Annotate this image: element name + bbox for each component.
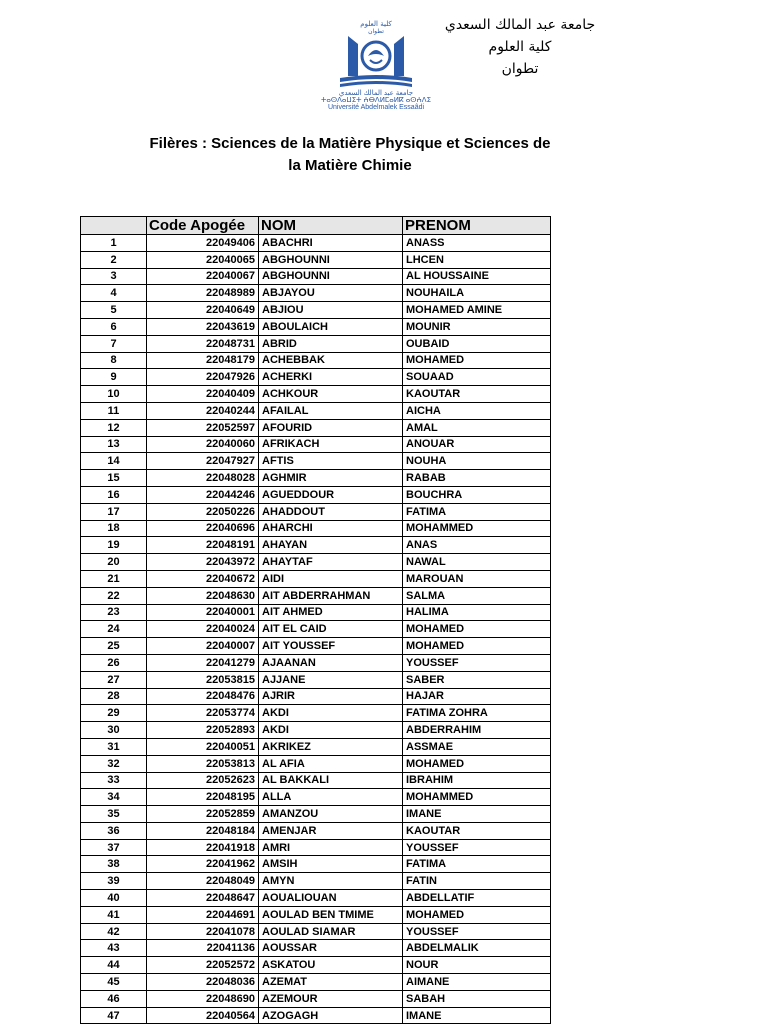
table-row xyxy=(81,806,551,823)
cell-number: 29 xyxy=(81,705,147,722)
cell-code-apogee: 22047926 xyxy=(147,369,259,386)
cell-code-apogee: 22048476 xyxy=(147,688,259,705)
cell-number: 21 xyxy=(81,570,147,587)
table-row xyxy=(81,722,551,739)
cell-nom: AHADDOUT xyxy=(259,503,403,520)
cell-nom: AKRIKEZ xyxy=(259,738,403,755)
cell-code-apogee: 22052572 xyxy=(147,957,259,974)
table-row xyxy=(81,940,551,957)
cell-prenom: AL HOUSSAINE xyxy=(403,268,551,285)
cell-nom: AKDI xyxy=(259,722,403,739)
cell-nom: AIT YOUSSEF xyxy=(259,638,403,655)
cell-code-apogee: 22040696 xyxy=(147,520,259,537)
cell-nom: AMRI xyxy=(259,839,403,856)
cell-prenom: FATIN xyxy=(403,873,551,890)
cell-nom: AFOURID xyxy=(259,419,403,436)
cell-prenom: YOUSSEF xyxy=(403,839,551,856)
cell-number: 43 xyxy=(81,940,147,957)
cell-code-apogee: 22050226 xyxy=(147,503,259,520)
cell-code-apogee: 22053774 xyxy=(147,705,259,722)
cell-code-apogee: 22041078 xyxy=(147,923,259,940)
cell-prenom: SOUAAD xyxy=(403,369,551,386)
cell-nom: AOUALIOUAN xyxy=(259,890,403,907)
cell-number: 24 xyxy=(81,621,147,638)
cell-nom: AL AFIA xyxy=(259,755,403,772)
table-row xyxy=(81,587,551,604)
table-row xyxy=(81,974,551,991)
table-row xyxy=(81,621,551,638)
cell-number: 20 xyxy=(81,554,147,571)
table-row xyxy=(81,335,551,352)
cell-number: 33 xyxy=(81,772,147,789)
cell-number: 36 xyxy=(81,822,147,839)
cell-number: 12 xyxy=(81,419,147,436)
table-row xyxy=(81,537,551,554)
title-line-1: Filères : Sciences de la Matière Physique et Sciences de xyxy=(149,135,551,152)
cell-code-apogee: 22052859 xyxy=(147,806,259,823)
table-row xyxy=(81,957,551,974)
cell-number: 16 xyxy=(81,486,147,503)
cell-nom: AJJANE xyxy=(259,671,403,688)
cell-prenom: LHCEN xyxy=(403,251,551,268)
cell-nom: AJRIR xyxy=(259,688,403,705)
cell-number: 35 xyxy=(81,806,147,823)
cell-prenom: ANASS xyxy=(403,235,551,252)
cell-code-apogee: 22048191 xyxy=(147,537,259,554)
cell-number: 41 xyxy=(81,906,147,923)
table-row xyxy=(81,822,551,839)
cell-nom: ABACHRI xyxy=(259,235,403,252)
cell-number: 25 xyxy=(81,638,147,655)
cell-prenom: IBRAHIM xyxy=(403,772,551,789)
cell-number: 31 xyxy=(81,738,147,755)
header-prenom: PRENOM xyxy=(403,217,551,235)
cell-prenom: NOUHAILA xyxy=(403,285,551,302)
table-row xyxy=(81,369,551,386)
table-row xyxy=(81,453,551,470)
cell-number: 39 xyxy=(81,873,147,890)
cell-code-apogee: 22048647 xyxy=(147,890,259,907)
cell-number: 4 xyxy=(81,285,147,302)
cell-prenom: IMANE xyxy=(403,806,551,823)
cell-nom: AMYN xyxy=(259,873,403,890)
table-row xyxy=(81,520,551,537)
cell-prenom: MOHAMED xyxy=(403,638,551,655)
table-row xyxy=(81,285,551,302)
cell-prenom: AICHA xyxy=(403,402,551,419)
cell-number: 19 xyxy=(81,537,147,554)
cell-nom: AIT AHMED xyxy=(259,604,403,621)
cell-prenom: AIMANE xyxy=(403,974,551,991)
cell-prenom: FATIMA xyxy=(403,503,551,520)
table-row xyxy=(81,352,551,369)
cell-prenom: MOHAMED xyxy=(403,755,551,772)
cell-nom: ACHKOUR xyxy=(259,386,403,403)
cell-nom: AFRIKACH xyxy=(259,436,403,453)
cell-prenom: MAROUAN xyxy=(403,570,551,587)
university-logo-icon xyxy=(318,10,434,102)
cell-nom: ACHERKI xyxy=(259,369,403,386)
cell-number: 22 xyxy=(81,587,147,604)
cell-code-apogee: 22053813 xyxy=(147,755,259,772)
cell-code-apogee: 22040051 xyxy=(147,738,259,755)
logo-arabic-name: جامعة عبد المالك السعدي xyxy=(338,90,414,97)
cell-code-apogee: 22048036 xyxy=(147,974,259,991)
logo-caption xyxy=(318,90,434,111)
cell-code-apogee: 22040672 xyxy=(147,570,259,587)
table-row xyxy=(81,419,551,436)
cell-code-apogee: 22048989 xyxy=(147,285,259,302)
cell-code-apogee: 22040649 xyxy=(147,302,259,319)
cell-number: 14 xyxy=(81,453,147,470)
cell-number: 38 xyxy=(81,856,147,873)
cell-number: 37 xyxy=(81,839,147,856)
cell-number: 10 xyxy=(81,386,147,403)
cell-prenom: SABER xyxy=(403,671,551,688)
cell-nom: AIT ABDERRAHMAN xyxy=(259,587,403,604)
header-nom: NOM xyxy=(259,217,403,235)
cell-nom: AIT EL CAID xyxy=(259,621,403,638)
header-code-apogee: Code Apogée xyxy=(147,217,259,235)
cell-code-apogee: 22043972 xyxy=(147,554,259,571)
cell-code-apogee: 22044246 xyxy=(147,486,259,503)
table-row xyxy=(81,251,551,268)
table-row xyxy=(81,990,551,1007)
cell-prenom: MOUNIR xyxy=(403,318,551,335)
cell-code-apogee: 22047927 xyxy=(147,453,259,470)
cell-nom: AZEMAT xyxy=(259,974,403,991)
table-row xyxy=(81,604,551,621)
table-row xyxy=(81,772,551,789)
cell-code-apogee: 22041279 xyxy=(147,654,259,671)
cell-prenom: YOUSSEF xyxy=(403,654,551,671)
table-row xyxy=(81,890,551,907)
cell-number: 11 xyxy=(81,402,147,419)
cell-nom: ABOULAICH xyxy=(259,318,403,335)
table-row xyxy=(81,755,551,772)
header-number xyxy=(81,217,147,235)
cell-number: 34 xyxy=(81,789,147,806)
cell-number: 26 xyxy=(81,654,147,671)
cell-number: 46 xyxy=(81,990,147,1007)
cell-nom: AGUEDDOUR xyxy=(259,486,403,503)
cell-code-apogee: 22041962 xyxy=(147,856,259,873)
table-row xyxy=(81,705,551,722)
cell-code-apogee: 22048028 xyxy=(147,470,259,487)
table-row xyxy=(81,654,551,671)
cell-code-apogee: 22049406 xyxy=(147,235,259,252)
cell-nom: AKDI xyxy=(259,705,403,722)
cell-prenom: FATIMA xyxy=(403,856,551,873)
logo-tifinagh-name: ⵜⴰⵙⴷⴰⵡⵉⵜ ⵄⴱⴷⵍⵎⴰⵍⴽ ⴰⵙⵄⴷⵉ xyxy=(321,97,431,104)
cell-prenom: SABAH xyxy=(403,990,551,1007)
cell-number: 6 xyxy=(81,318,147,335)
cell-nom: AFAILAL xyxy=(259,402,403,419)
cell-code-apogee: 22040060 xyxy=(147,436,259,453)
cell-code-apogee: 22048049 xyxy=(147,873,259,890)
cell-code-apogee: 22040001 xyxy=(147,604,259,621)
cell-nom: AIDI xyxy=(259,570,403,587)
cell-code-apogee: 22043619 xyxy=(147,318,259,335)
logo-french-name: Université Abdelmalek Essaâdi xyxy=(327,104,425,111)
cell-prenom: ANOUAR xyxy=(403,436,551,453)
cell-prenom: KAOUTAR xyxy=(403,386,551,403)
arabic-faculty: كلية العلوم xyxy=(488,39,552,55)
cell-nom: ABGHOUNNI xyxy=(259,251,403,268)
cell-prenom: MOHAMMED xyxy=(403,520,551,537)
cell-prenom: MOHAMMED xyxy=(403,789,551,806)
cell-code-apogee: 22040244 xyxy=(147,402,259,419)
cell-code-apogee: 22053815 xyxy=(147,671,259,688)
cell-number: 13 xyxy=(81,436,147,453)
cell-nom: ABJIOU xyxy=(259,302,403,319)
cell-number: 9 xyxy=(81,369,147,386)
arabic-university: جامعة عبد المالك السعدي xyxy=(444,17,596,33)
cell-code-apogee: 22052597 xyxy=(147,419,259,436)
table-row xyxy=(81,671,551,688)
cell-code-apogee: 22048690 xyxy=(147,990,259,1007)
logo-city-text: تطوان xyxy=(368,28,384,35)
cell-number: 1 xyxy=(81,235,147,252)
cell-nom: AOUSSAR xyxy=(259,940,403,957)
table-row xyxy=(81,503,551,520)
cell-number: 3 xyxy=(81,268,147,285)
cell-number: 23 xyxy=(81,604,147,621)
cell-code-apogee: 22040007 xyxy=(147,638,259,655)
cell-number: 28 xyxy=(81,688,147,705)
cell-prenom: ABDELMALIK xyxy=(403,940,551,957)
cell-prenom: ABDERRAHIM xyxy=(403,722,551,739)
cell-number: 32 xyxy=(81,755,147,772)
cell-prenom: MOHAMED AMINE xyxy=(403,302,551,319)
cell-nom: ASKATOU xyxy=(259,957,403,974)
cell-prenom: YOUSSEF xyxy=(403,923,551,940)
cell-nom: AHAYTAF xyxy=(259,554,403,571)
cell-prenom: NOUR xyxy=(403,957,551,974)
table-row xyxy=(81,638,551,655)
cell-prenom: KAOUTAR xyxy=(403,822,551,839)
cell-code-apogee: 22048195 xyxy=(147,789,259,806)
cell-number: 7 xyxy=(81,335,147,352)
cell-prenom: ANAS xyxy=(403,537,551,554)
cell-nom: AGHMIR xyxy=(259,470,403,487)
cell-prenom: MOHAMED xyxy=(403,906,551,923)
cell-number: 2 xyxy=(81,251,147,268)
cell-prenom: HAJAR xyxy=(403,688,551,705)
cell-nom: AHAYAN xyxy=(259,537,403,554)
table-row xyxy=(81,436,551,453)
table-row xyxy=(81,318,551,335)
arabic-city: تطوان xyxy=(501,61,539,77)
cell-nom: AMSIH xyxy=(259,856,403,873)
table-row xyxy=(81,554,551,571)
cell-prenom: AMAL xyxy=(403,419,551,436)
cell-code-apogee: 22048184 xyxy=(147,822,259,839)
table-row xyxy=(81,856,551,873)
cell-code-apogee: 22048630 xyxy=(147,587,259,604)
cell-nom: ABJAYOU xyxy=(259,285,403,302)
table-row xyxy=(81,235,551,252)
title-line-2: la Matière Chimie xyxy=(288,157,412,174)
cell-code-apogee: 22040409 xyxy=(147,386,259,403)
cell-number: 18 xyxy=(81,520,147,537)
student-table xyxy=(80,216,551,1024)
cell-code-apogee: 22052893 xyxy=(147,722,259,739)
cell-code-apogee: 22041136 xyxy=(147,940,259,957)
cell-nom: AZOGAGH xyxy=(259,1007,403,1024)
cell-nom: AFTIS xyxy=(259,453,403,470)
cell-nom: AMANZOU xyxy=(259,806,403,823)
table-header-row xyxy=(81,217,551,235)
page-title xyxy=(120,133,580,177)
cell-prenom: OUBAID xyxy=(403,335,551,352)
cell-number: 47 xyxy=(81,1007,147,1024)
cell-code-apogee: 22048179 xyxy=(147,352,259,369)
table-row xyxy=(81,268,551,285)
cell-number: 40 xyxy=(81,890,147,907)
cell-prenom: RABAB xyxy=(403,470,551,487)
cell-prenom: NAWAL xyxy=(403,554,551,571)
table-row xyxy=(81,1007,551,1024)
table-row xyxy=(81,570,551,587)
cell-number: 8 xyxy=(81,352,147,369)
cell-code-apogee: 22040067 xyxy=(147,268,259,285)
table-row xyxy=(81,302,551,319)
cell-code-apogee: 22040024 xyxy=(147,621,259,638)
cell-number: 42 xyxy=(81,923,147,940)
cell-prenom: ABDELLATIF xyxy=(403,890,551,907)
cell-nom: AL BAKKALI xyxy=(259,772,403,789)
cell-nom: AOULAD SIAMAR xyxy=(259,923,403,940)
table-row xyxy=(81,923,551,940)
cell-number: 15 xyxy=(81,470,147,487)
cell-nom: ALLA xyxy=(259,789,403,806)
table-row xyxy=(81,738,551,755)
logo-faculty-text: كلية العلوم xyxy=(360,20,392,28)
cell-prenom: BOUCHRA xyxy=(403,486,551,503)
cell-prenom: FATIMA ZOHRA xyxy=(403,705,551,722)
table-row xyxy=(81,906,551,923)
cell-prenom: NOUHA xyxy=(403,453,551,470)
table-row xyxy=(81,402,551,419)
table-row xyxy=(81,486,551,503)
cell-number: 45 xyxy=(81,974,147,991)
cell-number: 30 xyxy=(81,722,147,739)
cell-nom: ABGHOUNNI xyxy=(259,268,403,285)
cell-code-apogee: 22044691 xyxy=(147,906,259,923)
arabic-header xyxy=(440,14,600,80)
cell-number: 5 xyxy=(81,302,147,319)
cell-code-apogee: 22052623 xyxy=(147,772,259,789)
cell-prenom: IMANE xyxy=(403,1007,551,1024)
table-row xyxy=(81,839,551,856)
cell-nom: ABRID xyxy=(259,335,403,352)
cell-prenom: MOHAMED xyxy=(403,352,551,369)
cell-code-apogee: 22048731 xyxy=(147,335,259,352)
table-row xyxy=(81,470,551,487)
cell-prenom: SALMA xyxy=(403,587,551,604)
cell-nom: AOULAD BEN TMIME xyxy=(259,906,403,923)
table-row xyxy=(81,789,551,806)
cell-prenom: ASSMAE xyxy=(403,738,551,755)
cell-nom: AHARCHI xyxy=(259,520,403,537)
cell-number: 27 xyxy=(81,671,147,688)
cell-number: 44 xyxy=(81,957,147,974)
table-row xyxy=(81,386,551,403)
cell-nom: AJAANAN xyxy=(259,654,403,671)
table-row xyxy=(81,873,551,890)
cell-nom: AZEMOUR xyxy=(259,990,403,1007)
cell-number: 17 xyxy=(81,503,147,520)
table-row xyxy=(81,688,551,705)
cell-nom: AMENJAR xyxy=(259,822,403,839)
cell-prenom: MOHAMED xyxy=(403,621,551,638)
cell-code-apogee: 22040065 xyxy=(147,251,259,268)
cell-nom: ACHEBBAK xyxy=(259,352,403,369)
cell-code-apogee: 22040564 xyxy=(147,1007,259,1024)
cell-code-apogee: 22041918 xyxy=(147,839,259,856)
cell-prenom: HALIMA xyxy=(403,604,551,621)
